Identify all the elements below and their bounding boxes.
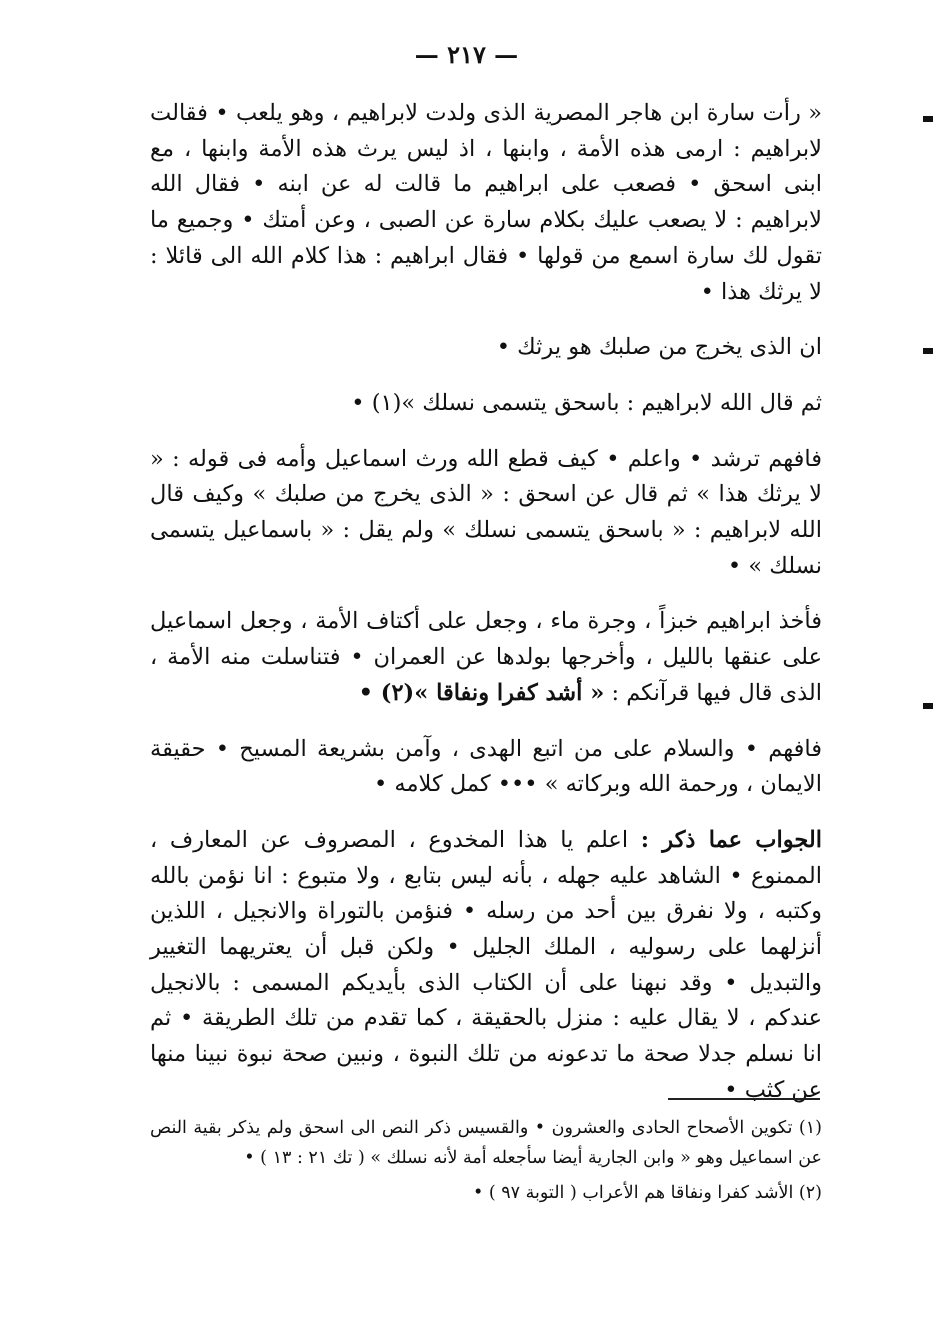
paragraph-abraham-bread xyxy=(150,604,822,711)
paragraph-understand: فافهم ترشد • واعلم • كيف قطع الله ورث اسماعيل وأمه فى قوله : « لا يرثك هذا » ثم قال عن اسحق : « الذى يخرج من صلبك » وكيف قال الله لابراهيم : « باسحق يتسمى نسلك » ولم يقل : « باسماعيل يتسمى نسلك » • xyxy=(150,445,822,579)
page-number: — ٢١٧ — xyxy=(414,40,519,69)
footnote-divider xyxy=(668,1098,820,1100)
margin-mark xyxy=(923,116,933,122)
margin-mark xyxy=(923,348,933,354)
footnote-1: (١) تكوين الأصحاح الحادى والعشرون • والقسيس ذكر النص الى اسحق ولم يذكر بقية النص عن اسماعيل وهو « وابن الجارية أيضا سأجعله أمة لأنه نسلك » ( تك ٢١ : ١٣ ) • xyxy=(150,1118,822,1168)
paragraph-text: فأخذ ابراهيم خبزاً ، وجرة ماء ، وجعل على أكتاف الأمة ، وجعل اسماعيل على عنقها بالليل ، وأخرجها بولدها عن العمران • فتناسلت منه الأمة ، الذى قال فيها قرآنكم : xyxy=(150,608,822,706)
paragraph-text: اعلم يا هذا المخدوع ، المصروف عن المعارف ، الممنوع • الشاهد عليه جهله ، بأنه ليس بتابع ، ولا متبوع : انا نؤمن بالله وكتبه ، ولا نفرق بين أحد من رسله • فنؤمن بالتوراة والانجيل ، اللذين أنزلهما على رسوليه ، الملك الجليل • ولكن قبل أن يعتريهما التغيير والتبديل • وقد نبهنا على أن الكتاب الذى بأيديكم المسمى : بالانجيل عندكم ، لا يقال عليه : منزل بالحقيقة ، كما تقدم من تلك الطريقة • ثم انا نسلم جدلا صحة ما تدعونه من تلك النبوة ، ونبين صحة نبوة نبينا منها عن كثب • xyxy=(150,826,822,1103)
footnote-2: (٢) الأشد كفرا ونفاقا هم الأعراب ( التوبة ٩٧ ) • xyxy=(472,1183,822,1203)
paragraph-answer xyxy=(150,823,822,1109)
footnotes xyxy=(150,1114,822,1215)
paragraph-quote-sarah: « رأت سارة ابن هاجر المصرية الذى ولدت لابراهيم ، وهو يلعب • فقالت لابراهيم : ارمى هذه الأمة ، وابنها ، اذ ليس يرث هذه الأمة وابنها ، مع ابنى اسحق • فصعب على ابراهيم ما قالت له عن ابنه • فقال الله لابراهيم : لا يصعب عليك بكلام سارة عن الصبى ، وعن أمتك • وجميع ما تقول لك سارة اسمع من قولها • فقال ابراهيم : هذا كلام الله الى قائلا : لا يرثك هذا • xyxy=(150,100,822,305)
paragraph-heir-line: ان الذى يخرج من صلبك هو يرثك • xyxy=(496,334,822,361)
paragraph-isaac-line: ثم قال الله لابراهيم : باسحق يتسمى نسلك »(١) • xyxy=(351,389,822,416)
quran-quote: « أشد كفرا ونفاقا »(٢) • xyxy=(358,679,605,706)
paragraph-peace: فافهم • والسلام على من اتبع الهدى ، وآمن بشريعة المسيح • حقيقة الايمان ، ورحمة الله وبركاته » ••• كمل كلامه • xyxy=(150,735,822,798)
margin-mark xyxy=(923,703,933,709)
body-text xyxy=(150,96,822,1129)
answer-heading: الجواب عما ذكر : xyxy=(640,826,822,853)
